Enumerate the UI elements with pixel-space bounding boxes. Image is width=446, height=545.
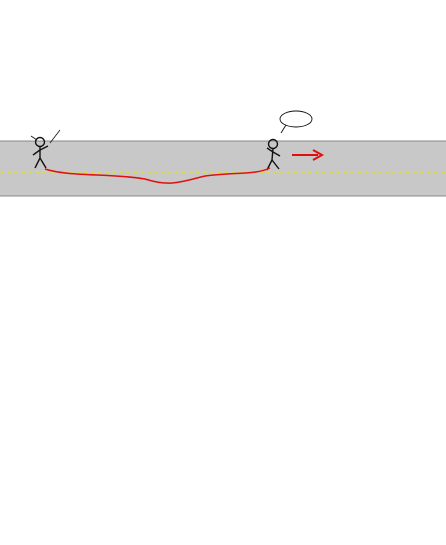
speech-bubble-tail bbox=[281, 125, 286, 133]
arrow-to-me bbox=[31, 136, 37, 140]
speech-bubble bbox=[280, 111, 312, 127]
road bbox=[0, 141, 446, 196]
